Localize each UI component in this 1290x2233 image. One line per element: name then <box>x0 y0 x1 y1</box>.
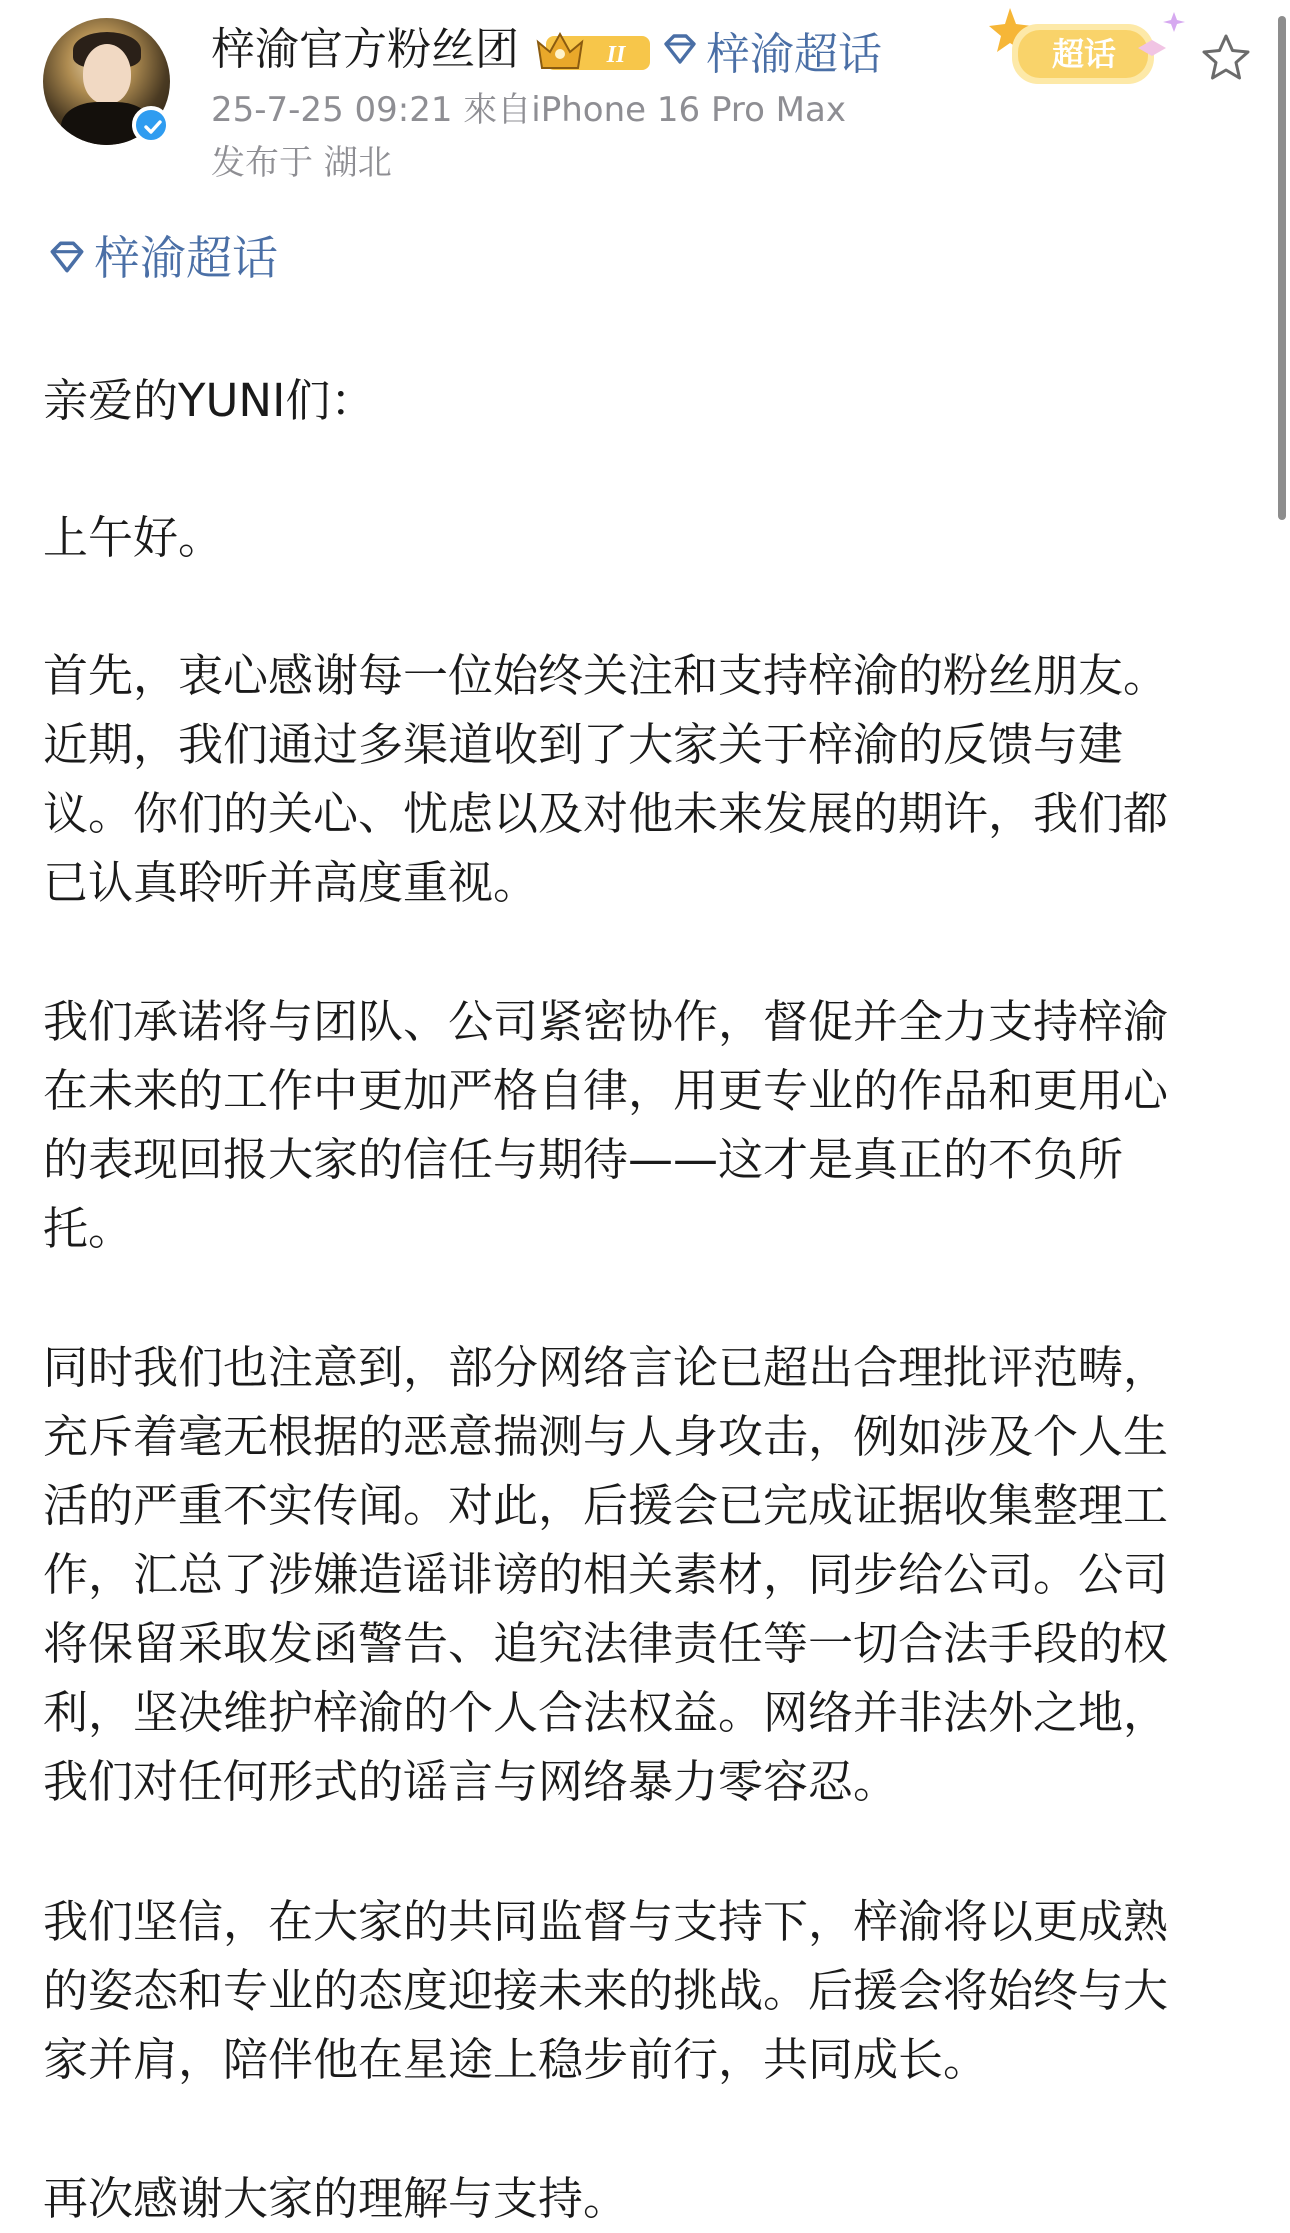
verified-check-icon <box>132 106 170 144</box>
post-paragraph-thanks: 首先，衷心感谢每一位始终关注和支持梓渝的粉丝朋友。 近期，我们通过多渠道收到了大家关于梓渝的反馈与建 议。你们的关心、忧虑以及对他未来发展的期许，我们都 已认真聆听并高度重视。 <box>43 649 1169 909</box>
post-paragraph-belief: 我们坚信，在大家的共同监督与支持下，梓渝将以更成熟 的姿态和专业的态度迎接未来的挑战。后援会将始终与大 家并肩，陪伴他在星途上稳步前行，共同成长。 <box>43 1895 1169 2086</box>
post-greeting: 亲爱的YUNI们： <box>43 374 376 427</box>
fan-level-crown-icon <box>536 28 652 74</box>
post-closing: 再次感谢大家的理解与支持。 <box>43 2172 629 2225</box>
post-meta: 25-7-25 09:21 來自iPhone 16 Pro Max <box>211 90 846 130</box>
avatar-face <box>83 44 131 104</box>
supertopic-link[interactable] <box>46 226 278 290</box>
supertopic-sticker[interactable] <box>988 4 1188 94</box>
diamond-icon <box>46 237 88 279</box>
post-salutation: 上午好。 <box>43 511 224 564</box>
scrollbar-thumb[interactable] <box>1278 16 1286 520</box>
diamond-icon <box>660 30 700 70</box>
fan-level-label: II <box>606 42 626 68</box>
sticker-label: 超话 <box>1051 35 1117 73</box>
post-location: 发布于 湖北 <box>211 143 392 183</box>
favorite-star-icon[interactable] <box>1200 32 1252 84</box>
post-paragraph-commitment: 我们承诺将与团队、公司紧密协作，督促并全力支持梓渝 在未来的工作中更加严格自律，用更专业的作品和更用心 的表现回报大家的信任与期待——这才是真正的不负所 托。 <box>43 995 1169 1255</box>
post-paragraph-legal: 同时我们也注意到，部分网络言论已超出合理批评范畴， 充斥着毫无根据的恶意揣测与人身攻击，例如涉及个人生 活的严重不实传闻。对此，后援会已完成证据收集整理工 作，汇总了涉嫌造谣诽谤的相关素材，同步给公司。公司 将保留采取发函警告、追究法律责任等一切合法手段的权 利，坚决维护梓渝的个人合法权益。网络并非法外之地， 我们对任何形式的谣言与网络暴力零容忍。 <box>43 1341 1169 1808</box>
header-supertopic-link[interactable] <box>660 22 882 78</box>
author-name[interactable]: 梓渝官方粉丝团 <box>211 24 519 75</box>
header-supertopic-label: 梓渝超话 <box>706 29 882 80</box>
supertopic-link-label: 梓渝超话 <box>94 231 278 285</box>
